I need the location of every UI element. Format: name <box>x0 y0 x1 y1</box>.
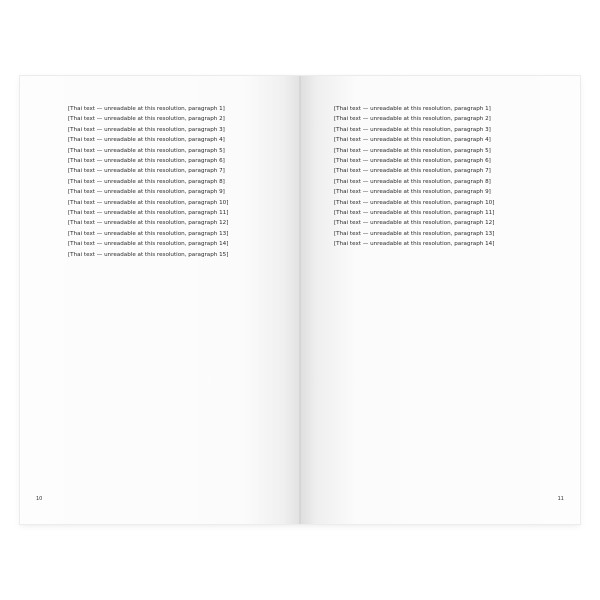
right-paragraph: [Thai text — unreadable at this resolution, paragraph 7] <box>334 168 491 175</box>
left-paragraph: [Thai text — unreadable at this resolution, paragraph 14] <box>68 241 229 248</box>
right-paragraph: [Thai text — unreadable at this resolution, paragraph 3] <box>334 126 491 133</box>
left-paragraph: [Thai text — unreadable at this resolution, paragraph 11] <box>68 210 229 217</box>
left-paragraph: [Thai text — unreadable at this resolution, paragraph 13] <box>68 230 229 237</box>
right-paragraph: [Thai text — unreadable at this resolution, paragraph 2] <box>334 116 491 123</box>
left-paragraph: [Thai text — unreadable at this resolution, paragraph 5] <box>68 147 225 154</box>
right-page-body <box>324 104 550 250</box>
book-gutter <box>299 76 301 524</box>
left-paragraph: [Thai text — unreadable at this resolution, paragraph 15] <box>68 251 229 258</box>
left-page-number: 10 <box>36 496 43 502</box>
right-page-number: 11 <box>557 496 564 502</box>
left-paragraph: [Thai text — unreadable at this resolution, paragraph 12] <box>68 220 229 227</box>
right-page <box>300 76 580 524</box>
left-paragraph: [Thai text — unreadable at this resolution, paragraph 10] <box>68 199 229 206</box>
right-paragraph: [Thai text — unreadable at this resolution, paragraph 13] <box>334 230 495 237</box>
right-paragraph: [Thai text — unreadable at this resolution, paragraph 9] <box>334 189 491 196</box>
right-paragraph: [Thai text — unreadable at this resolution, paragraph 5] <box>334 147 491 154</box>
left-paragraph: [Thai text — unreadable at this resolution, paragraph 4] <box>68 137 225 144</box>
right-paragraph: [Thai text — unreadable at this resolution, paragraph 14] <box>334 241 495 248</box>
right-paragraph: [Thai text — unreadable at this resolution, paragraph 11] <box>334 210 495 217</box>
right-paragraph: [Thai text — unreadable at this resolution, paragraph 10] <box>334 199 495 206</box>
right-paragraph: [Thai text — unreadable at this resolution, paragraph 8] <box>334 178 491 185</box>
book-spread <box>20 76 580 524</box>
left-paragraph: [Thai text — unreadable at this resolution, paragraph 3] <box>68 126 225 133</box>
left-paragraph: [Thai text — unreadable at this resolution, paragraph 9] <box>68 189 225 196</box>
right-paragraph: [Thai text — unreadable at this resolution, paragraph 4] <box>334 137 491 144</box>
left-paragraph: [Thai text — unreadable at this resolution, paragraph 7] <box>68 168 225 175</box>
left-paragraph: [Thai text — unreadable at this resolution, paragraph 1] <box>68 106 225 112</box>
right-paragraph: [Thai text — unreadable at this resolution, paragraph 1] <box>334 106 491 112</box>
left-paragraph: [Thai text — unreadable at this resolution, paragraph 8] <box>68 178 225 185</box>
left-paragraph: [Thai text — unreadable at this resolution, paragraph 2] <box>68 116 225 123</box>
left-page-body <box>58 104 280 260</box>
left-page <box>20 76 300 524</box>
right-paragraph: [Thai text — unreadable at this resolution, paragraph 12] <box>334 220 495 227</box>
left-paragraph: [Thai text — unreadable at this resolution, paragraph 6] <box>68 158 225 165</box>
right-paragraph: [Thai text — unreadable at this resolution, paragraph 6] <box>334 158 491 165</box>
